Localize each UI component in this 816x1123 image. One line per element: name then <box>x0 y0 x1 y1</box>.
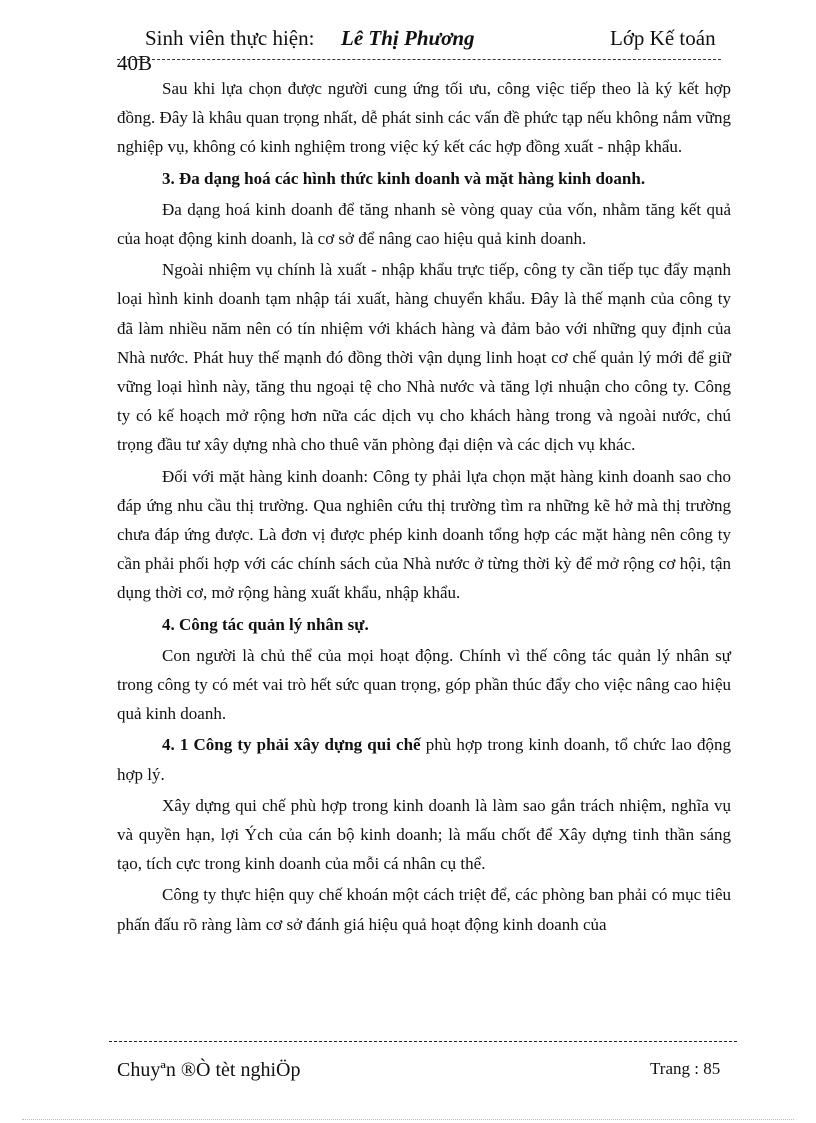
footer-divider <box>109 1041 737 1042</box>
footer-title: Chuyªn ®Ò tèt nghiÖp <box>117 1059 301 1081</box>
header-student-label: Sinh viên thực hiện: <box>145 26 315 50</box>
paragraph: Con người là chủ thể của mọi hoạt động. Chính vì thế công tác quản lý nhân sự trong công ty có mét vai trò hết sức quan trọng, góp phần thúc đẩy cho việc nâng cao hiệu quả kinh doanh. <box>117 645 731 724</box>
page-bottom-border <box>22 1119 794 1120</box>
section-heading: 3. Đa dạng hoá các hình thức kinh doanh và mặt hàng kinh doanh. <box>162 168 646 188</box>
paragraph: Sau khi lựa chọn được người cung ứng tối ưu, công việc tiếp theo là ký kết hợp đồng. Đây là khâu quan trọng nhất, dễ phát sinh các vấn đề phức tạp nếu không nắm vững nghiệp vụ, không có kinh nghiệm trong việc ký kết các hợp đồng xuất - nhập khẩu. <box>117 79 731 157</box>
paragraph: Xây dựng qui chế phù hợp trong kinh doanh là làm sao gắn trách nhiệm, nghĩa vụ và quyền hạn, lợi Ých của cán bộ kinh doanh; là mấu chốt để Xây dựng tinh thần sáng tạo, tích cực trong kinh doanh của mỗi cá nhân cụ thể. <box>117 795 731 874</box>
header-student-name: Lê Thị Phương <box>341 26 475 50</box>
subsection-heading: 4. 1 Công ty phải xây dựng qui chế <box>162 735 421 755</box>
subsection-paragraph <box>117 730 731 788</box>
section-heading: 4. Công tác quản lý nhân sự. <box>162 614 369 634</box>
header-class-label: Lớp Kế toán <box>610 26 716 50</box>
paragraph: Ngoài nhiệm vụ chính là xuất - nhập khẩu trực tiếp, công ty cần tiếp tục đẩy mạnh loại hình kinh doanh tạm nhập tái xuất, hàng chuyển khẩu. Đây là thế mạnh của công ty đã làm nhiều năm nên có tín nhiệm với khách hàng và đảm bảo với những quy định của Nhà nước. Phát huy thế mạnh đó đồng thời vận dụng linh hoạt cơ chế quản lý mới để giữ vững loại hình này, tăng thu ngoại tệ cho Nhà nước và tăng lợi nhuận cho công ty. Công ty có kế hoạch mở rộng hơn nữa các dịch vụ cho khách hàng trong và ngoài nước, chú trọng đầu tư xây dựng nhà cho thuê văn phòng đại diện và các dịch vụ khác. <box>117 260 731 455</box>
paragraph: Đối với mặt hàng kinh doanh: Công ty phải lựa chọn mặt hàng kinh doanh sao cho đáp ứng nhu cầu thị trường. Qua nghiên cứu thị trường tìm ra những kẽ hở mà thị trường chưa đáp ứng được. Là đơn vị được phép kinh doanh tổng hợp các mặt hàng nên công ty cần phải phối hợp với các chính sách của Nhà nước ở từng thời kỳ để mở rộng cơ hội, tận dụng thời cơ, mở rộng hàng xuất khẩu, nhập khẩu. <box>117 466 731 603</box>
subsection-text: phù hợp trong kinh doanh, tổ chức lao động hợp lý. <box>117 735 731 784</box>
header-class-tail: 40B <box>117 51 153 75</box>
paragraph: Đa dạng hoá kinh doanh để tăng nhanh sè vòng quay của vốn, nhằm tăng kết quả của hoạt động kinh doanh, là cơ sở để nâng cao hiệu quả kinh doanh. <box>117 199 731 249</box>
page-number: Trang : 85 <box>650 1059 721 1078</box>
header-divider <box>117 59 721 60</box>
paragraph: Công ty thực hiện quy chế khoán một cách triệt để, các phòng ban phải có mục tiêu phấn đấu rõ ràng làm cơ sở đánh giá hiệu quả hoạt động kinh doanh của <box>117 885 731 934</box>
document-body <box>117 74 731 941</box>
